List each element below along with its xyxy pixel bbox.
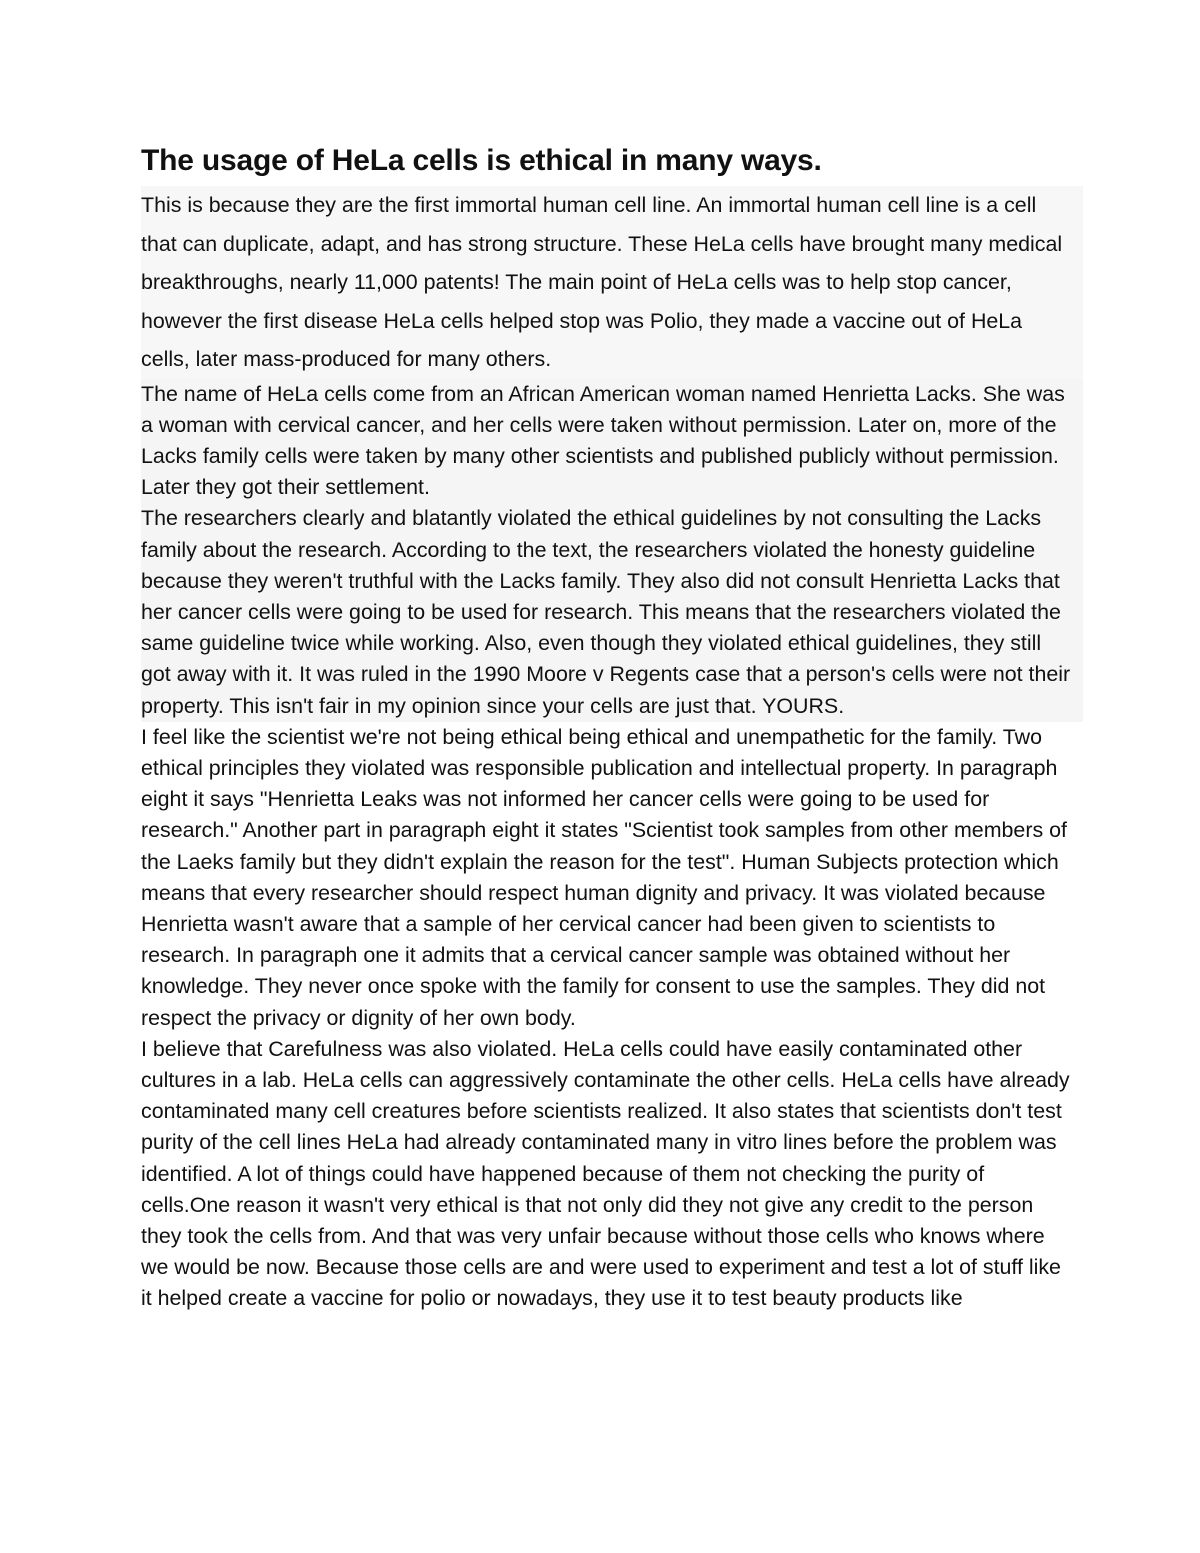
paragraph-immortal-cell-line: This is because they are the first immortal human cell line. An immortal human cell line is a cell that can duplicate, adapt, and has strong structure. These HeLa cells have brought many medical breakthroughs, nearly 11,000 patents! The main point of HeLa cells was to help stop cancer, however the first disease HeLa cells helped stop was Polio, they made a vaccine out of HeLa cells, later mass-produced for many others. [141, 186, 1083, 379]
paragraph-henrietta-lacks: The name of HeLa cells come from an African American woman named Henrietta Lacks. She was a woman with cervical cancer, and her cells were taken without permission. Later on, more of the Lacks family cells were taken by many other scientists and published publicly without permission. Later they got their settlement. [141, 379, 1083, 504]
paragraph-ethical-principles: I feel like the scientist we're not being ethical being ethical and unempathetic for the family. Two ethical principles they violated was responsible publication and intellectual property. In paragraph eight it says "Henrietta Leaks was not informed her cancer cells were going to be used for research." Another part in paragraph eight it states "Scientist took samples from other members of the Laeks family but they didn't explain the reason for the test". Human Subjects protection which means that every researcher should respect human dignity and privacy. It was violated because Henrietta wasn't aware that a sample of her cervical cancer had been given to scientists to research. In paragraph one it admits that a cervical cancer sample was obtained without her knowledge. They never once spoke with the family for consent to use the samples. They did not respect the privacy or dignity of her own body. [141, 724, 1067, 1030]
paragraph-carefulness: I believe that Carefulness was also violated. HeLa cells could have easily contaminated other cultures in a lab. HeLa cells can aggressively contaminate the other cells. HeLa cells have already contaminated many cell creatures before scientists realized. It also states that scientists don't test purity of the cell lines HeLa had already contaminated many in vitro lines before the problem was identified. A lot of things could have happened because of them not checking the purity of cells.One reason it wasn't very ethical is that not only did they not give any credit to the person they took the cells from. And that was very unfair because without those cells who knows where we would be now. Because those cells are and were used to experiment and test a lot of stuff like it helped create a vaccine for polio or nowadays, they use it to test beauty products like [141, 1036, 1070, 1311]
paragraph-researchers-violations: The researchers clearly and blatantly violated the ethical guidelines by not consulting the Lacks family about the research. According to the text, the researchers violated the honesty guideline because they weren't truthful with the Lacks family. They also did not consult Henrietta Lacks that her cancer cells were going to be used for research. This means that the researchers violated the same guideline twice while working. Also, even though they violated ethical guidelines, they still got away with it. It was ruled in the 1990 Moore v Regents case that a person's cells were not their property. This isn't fair in my opinion since your cells are just that. YOURS. [141, 503, 1083, 721]
document-title: The usage of HeLa cells is ethical in many ways. [141, 144, 822, 177]
document-page [141, 140, 1071, 1315]
